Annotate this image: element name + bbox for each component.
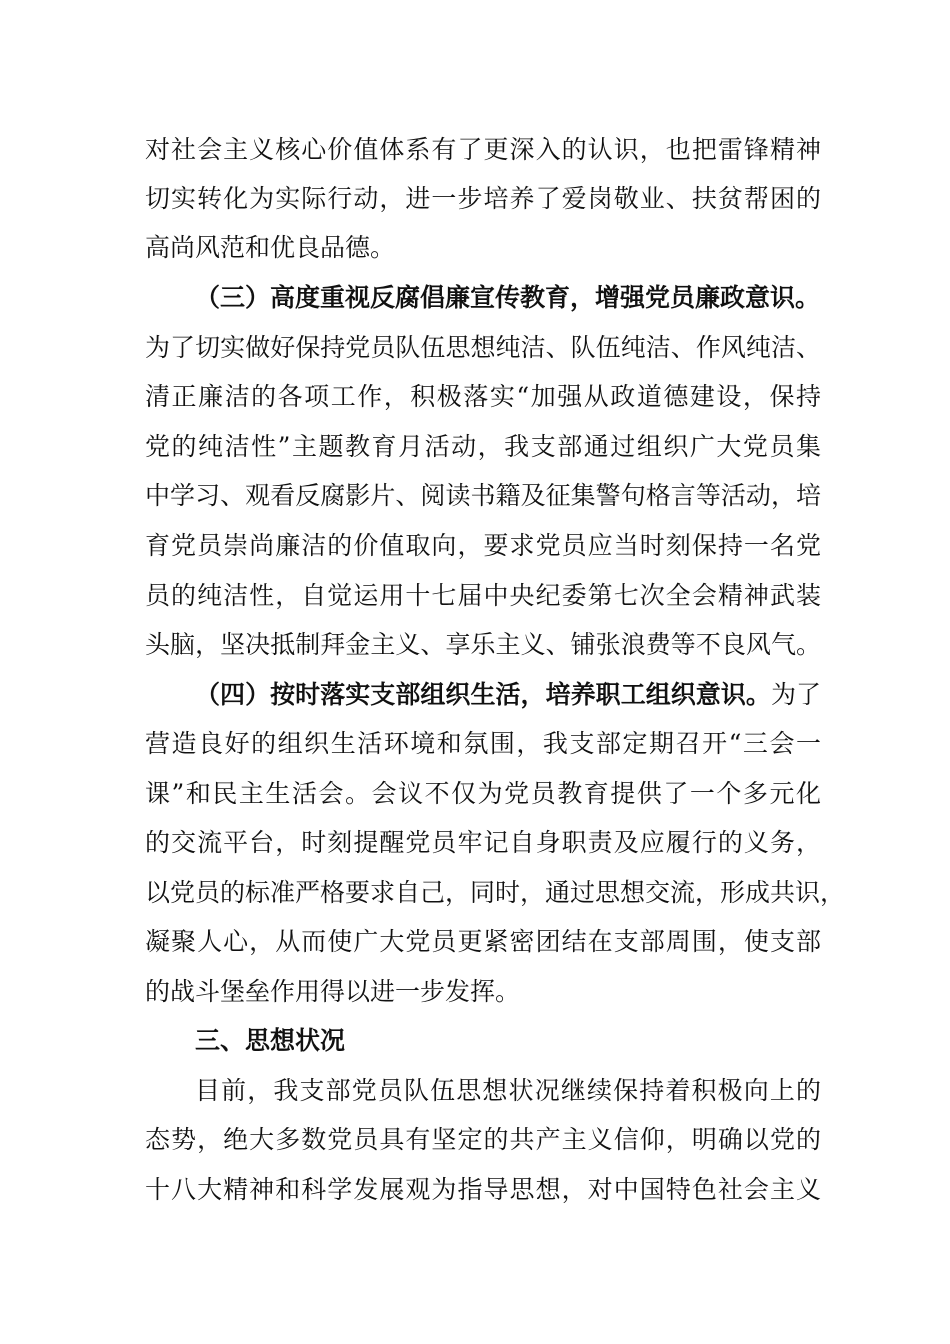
paragraph-line: 的交流平台，时刻提醒党员牢记自身职责及应履行的义务， xyxy=(145,828,821,857)
paragraph-line: 对社会主义核心价值体系有了更深入的认识，也把雷锋精神 xyxy=(145,135,821,164)
paragraph-line: 切实转化为实际行动，进一步培养了爱岗敬业、扶贫帮困的 xyxy=(145,184,821,213)
paragraph-line: 营造良好的组织生活环境和氛围，我支部定期召开“三会一 xyxy=(145,729,821,758)
paragraph-line: 党的纯洁性”主题教育月活动，我支部通过组织广大党员集 xyxy=(145,432,821,461)
subsection-heading: （四）按时落实支部组织生活，培养职工组织意识。 xyxy=(195,680,771,709)
paragraph-line: 清正廉洁的各项工作，积极落实“加强从政道德建设，保持 xyxy=(145,382,821,411)
paragraph-line: 目前，我支部党员队伍思想状况继续保持着积极向上的 xyxy=(195,1076,821,1105)
heading-tail-text: 为了 xyxy=(770,680,821,709)
paragraph-line: 态势，绝大多数党员具有坚定的共产主义信仰，明确以党的 xyxy=(145,1125,821,1154)
paragraph-line: 员的纯洁性，自觉运用十七届中央纪委第七次全会精神武装 xyxy=(145,581,821,610)
paragraph-line: 头脑，坚决抵制拜金主义、享乐主义、铺张浪费等不良风气。 xyxy=(145,630,821,659)
paragraph-line: 以党员的标准严格要求自己，同时，通过思想交流，形成共识， xyxy=(145,878,846,907)
paragraph-line: 凝聚人心，从而使广大党员更紧密团结在支部周围，使支部 xyxy=(145,927,821,956)
paragraph-line: 为了切实做好保持党员队伍思想纯洁、队伍纯洁、作风纯洁、 xyxy=(145,333,821,362)
paragraph-line: 的战斗堡垒作用得以进一步发挥。 xyxy=(145,977,521,1006)
paragraph-line: 十八大精神和科学发展观为指导思想，对中国特色社会主义 xyxy=(145,1175,821,1204)
paragraph-line: 高尚风范和优良品德。 xyxy=(145,233,396,262)
paragraph-line: 中学习、观看反腐影片、阅读书籍及征集警句格言等活动，培 xyxy=(145,481,821,510)
paragraph-line: 课”和民主生活会。会议不仅为党员教育提供了一个多元化 xyxy=(145,779,821,808)
paragraph-line: 育党员崇尚廉洁的价值取向，要求党员应当时刻保持一名党 xyxy=(145,531,821,560)
subsection-heading-line xyxy=(195,675,821,715)
subsection-heading: （三）高度重视反腐倡廉宣传教育，增强党员廉政意识。 xyxy=(195,283,821,312)
section-heading: 三、思想状况 xyxy=(195,1026,346,1055)
